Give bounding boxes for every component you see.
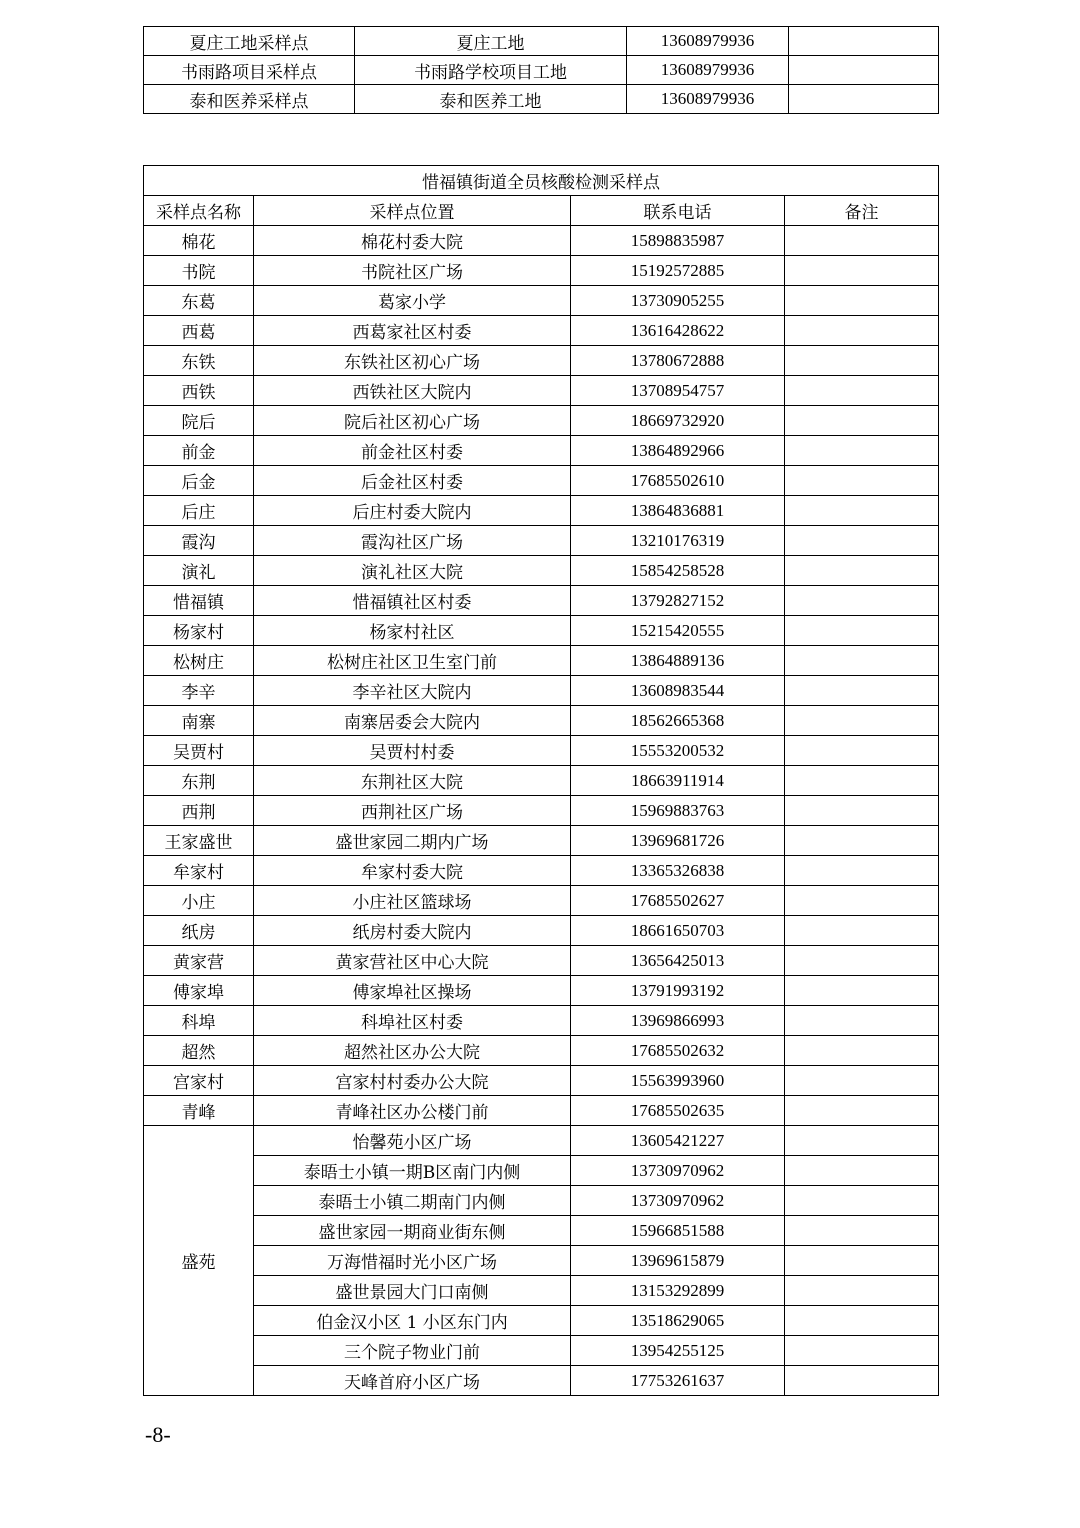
table-row <box>144 616 939 646</box>
phone-cell: 18661650703 <box>571 916 785 946</box>
table-row <box>144 226 939 256</box>
site-name-cell: 牟家村 <box>144 856 254 886</box>
note-cell <box>785 526 939 556</box>
table-row <box>144 1156 939 1186</box>
phone-cell: 13969866993 <box>571 1006 785 1036</box>
phone-cell: 13153292899 <box>571 1276 785 1306</box>
phone-cell: 13730970962 <box>571 1156 785 1186</box>
group-name-cell: 盛苑 <box>144 1126 254 1396</box>
site-name-cell: 南寨 <box>144 706 254 736</box>
table-row <box>144 496 939 526</box>
phone-cell: 13954255125 <box>571 1336 785 1366</box>
table-row <box>144 1066 939 1096</box>
table-row <box>144 85 939 114</box>
top-sampling-table <box>143 26 939 114</box>
note-cell <box>785 346 939 376</box>
note-cell <box>785 1306 939 1336</box>
site-location-cell: 宫家村村委办公大院 <box>254 1066 571 1096</box>
note-cell <box>785 1096 939 1126</box>
phone-cell: 13780672888 <box>571 346 785 376</box>
table-row <box>144 526 939 556</box>
table-row <box>144 346 939 376</box>
phone-cell: 15898835987 <box>571 226 785 256</box>
note-cell <box>785 766 939 796</box>
site-location-cell: 霞沟社区广场 <box>254 526 571 556</box>
phone-cell: 15553200532 <box>571 736 785 766</box>
note-cell <box>785 676 939 706</box>
note-cell <box>785 1066 939 1096</box>
note-cell <box>785 616 939 646</box>
note-cell <box>785 466 939 496</box>
table-row <box>144 406 939 436</box>
site-name-cell: 惜福镇 <box>144 586 254 616</box>
table-row <box>144 1126 939 1156</box>
note-cell <box>785 886 939 916</box>
phone-cell: 13210176319 <box>571 526 785 556</box>
note-cell <box>785 706 939 736</box>
phone-cell: 15563993960 <box>571 1066 785 1096</box>
phone-cell: 18663911914 <box>571 766 785 796</box>
site-name-cell: 纸房 <box>144 916 254 946</box>
phone-cell: 13864836881 <box>571 496 785 526</box>
site-location-cell: 牟家村委大院 <box>254 856 571 886</box>
site-name-cell: 书雨路项目采样点 <box>144 56 355 85</box>
site-location-cell: 怡馨苑小区广场 <box>254 1126 571 1156</box>
table-row <box>144 256 939 286</box>
site-name-cell: 王家盛世 <box>144 826 254 856</box>
note-cell <box>785 1276 939 1306</box>
site-location-cell: 泰晤士小镇一期B区南门内侧 <box>254 1156 571 1186</box>
phone-cell: 17685502632 <box>571 1036 785 1066</box>
table-row <box>144 736 939 766</box>
site-location-cell: 纸房村委大院内 <box>254 916 571 946</box>
site-name-cell: 吴贾村 <box>144 736 254 766</box>
site-name-cell: 超然 <box>144 1036 254 1066</box>
site-location-cell: 泰晤士小镇二期南门内侧 <box>254 1186 571 1216</box>
phone-cell: 13608979936 <box>627 27 789 56</box>
table-row <box>144 436 939 466</box>
phone-cell: 15969883763 <box>571 796 785 826</box>
header-phone: 联系电话 <box>571 196 785 226</box>
site-location-cell: 伯金汉小区 1 小区东门内 <box>254 1306 571 1336</box>
note-cell <box>785 1186 939 1216</box>
site-name-cell: 青峰 <box>144 1096 254 1126</box>
note-cell <box>785 256 939 286</box>
note-cell <box>785 1156 939 1186</box>
note-cell <box>785 736 939 766</box>
phone-cell: 15854258528 <box>571 556 785 586</box>
site-name-cell: 院后 <box>144 406 254 436</box>
site-location-cell: 后庄村委大院内 <box>254 496 571 526</box>
site-name-cell: 书院 <box>144 256 254 286</box>
page-number: -8- <box>145 1422 171 1447</box>
note-cell <box>785 826 939 856</box>
site-location-cell: 超然社区办公大院 <box>254 1036 571 1066</box>
site-location-cell: 科埠社区村委 <box>254 1006 571 1036</box>
note-cell <box>785 1336 939 1366</box>
phone-cell: 15215420555 <box>571 616 785 646</box>
site-name-cell: 傅家埠 <box>144 976 254 1006</box>
phone-cell: 18669732920 <box>571 406 785 436</box>
table-row <box>144 1186 939 1216</box>
phone-cell: 17685502627 <box>571 886 785 916</box>
table-row <box>144 1366 939 1396</box>
site-location-cell: 西葛家社区村委 <box>254 316 571 346</box>
site-location-cell: 吴贾村村委 <box>254 736 571 766</box>
table-row <box>144 1006 939 1036</box>
table-row <box>144 826 939 856</box>
site-name-cell: 演礼 <box>144 556 254 586</box>
table-title-row <box>144 166 939 196</box>
site-name-cell: 前金 <box>144 436 254 466</box>
phone-cell: 13791993192 <box>571 976 785 1006</box>
site-location-cell: 夏庄工地 <box>355 27 627 56</box>
site-location-cell: 傅家埠社区操场 <box>254 976 571 1006</box>
site-location-cell: 南寨居委会大院内 <box>254 706 571 736</box>
table-row <box>144 886 939 916</box>
note-cell <box>785 406 939 436</box>
table-row <box>144 796 939 826</box>
phone-cell: 13969681726 <box>571 826 785 856</box>
site-location-cell: 杨家村社区 <box>254 616 571 646</box>
phone-cell: 13864889136 <box>571 646 785 676</box>
table-row <box>144 766 939 796</box>
table-row <box>144 856 939 886</box>
site-location-cell: 东铁社区初心广场 <box>254 346 571 376</box>
note-cell <box>785 376 939 406</box>
site-name-cell: 西铁 <box>144 376 254 406</box>
site-name-cell: 后庄 <box>144 496 254 526</box>
site-location-cell: 万海惜福时光小区广场 <box>254 1246 571 1276</box>
phone-cell: 13730905255 <box>571 286 785 316</box>
phone-cell: 13365326838 <box>571 856 785 886</box>
note-cell <box>785 1126 939 1156</box>
header-note: 备注 <box>785 196 939 226</box>
phone-cell: 13608979936 <box>627 56 789 85</box>
phone-cell: 13792827152 <box>571 586 785 616</box>
table-row <box>144 1216 939 1246</box>
note-cell <box>789 27 939 56</box>
site-location-cell: 前金社区村委 <box>254 436 571 466</box>
table-row <box>144 286 939 316</box>
table-row <box>144 316 939 346</box>
phone-cell: 17685502610 <box>571 466 785 496</box>
site-location-cell: 书雨路学校项目工地 <box>355 56 627 85</box>
site-name-cell: 李辛 <box>144 676 254 706</box>
phone-cell: 13608983544 <box>571 676 785 706</box>
phone-cell: 13518629065 <box>571 1306 785 1336</box>
phone-cell: 17685502635 <box>571 1096 785 1126</box>
phone-cell: 15966851588 <box>571 1216 785 1246</box>
site-name-cell: 西葛 <box>144 316 254 346</box>
site-name-cell: 东铁 <box>144 346 254 376</box>
site-location-cell: 西铁社区大院内 <box>254 376 571 406</box>
site-location-cell: 小庄社区篮球场 <box>254 886 571 916</box>
note-cell <box>785 916 939 946</box>
site-location-cell: 黄家营社区中心大院 <box>254 946 571 976</box>
note-cell <box>785 316 939 346</box>
site-name-cell: 后金 <box>144 466 254 496</box>
note-cell <box>785 946 939 976</box>
site-name-cell: 松树庄 <box>144 646 254 676</box>
note-cell <box>785 1366 939 1396</box>
site-name-cell: 棉花 <box>144 226 254 256</box>
site-location-cell: 盛世景园大门口南侧 <box>254 1276 571 1306</box>
phone-cell: 13708954757 <box>571 376 785 406</box>
site-location-cell: 泰和医养工地 <box>355 85 627 114</box>
phone-cell: 13969615879 <box>571 1246 785 1276</box>
table-row <box>144 976 939 1006</box>
note-cell <box>785 496 939 526</box>
table-row <box>144 586 939 616</box>
site-location-cell: 天峰首府小区广场 <box>254 1366 571 1396</box>
table-row <box>144 1276 939 1306</box>
table-row <box>144 1336 939 1366</box>
site-location-cell: 书院社区广场 <box>254 256 571 286</box>
site-name-cell: 东葛 <box>144 286 254 316</box>
table-row <box>144 646 939 676</box>
site-location-cell: 李辛社区大院内 <box>254 676 571 706</box>
note-cell <box>789 85 939 114</box>
phone-cell: 15192572885 <box>571 256 785 286</box>
phone-cell: 18562665368 <box>571 706 785 736</box>
note-cell <box>785 1006 939 1036</box>
site-name-cell: 黄家营 <box>144 946 254 976</box>
site-location-cell: 盛世家园二期内广场 <box>254 826 571 856</box>
table-row <box>144 27 939 56</box>
site-location-cell: 三个院子物业门前 <box>254 1336 571 1366</box>
table-header-row <box>144 196 939 226</box>
header-location: 采样点位置 <box>254 196 571 226</box>
main-sampling-table <box>143 165 939 1396</box>
site-location-cell: 青峰社区办公楼门前 <box>254 1096 571 1126</box>
site-name-cell: 夏庄工地采样点 <box>144 27 355 56</box>
phone-cell: 13656425013 <box>571 946 785 976</box>
note-cell <box>785 556 939 586</box>
site-name-cell: 杨家村 <box>144 616 254 646</box>
site-name-cell: 西荆 <box>144 796 254 826</box>
note-cell <box>785 436 939 466</box>
site-name-cell: 东荆 <box>144 766 254 796</box>
phone-cell: 13864892966 <box>571 436 785 466</box>
table-row <box>144 1246 939 1276</box>
note-cell <box>785 856 939 886</box>
site-name-cell: 小庄 <box>144 886 254 916</box>
note-cell <box>785 796 939 826</box>
table-row <box>144 946 939 976</box>
site-location-cell: 演礼社区大院 <box>254 556 571 586</box>
table-row <box>144 56 939 85</box>
note-cell <box>785 646 939 676</box>
phone-cell: 13605421227 <box>571 1126 785 1156</box>
table-row <box>144 1306 939 1336</box>
site-location-cell: 葛家小学 <box>254 286 571 316</box>
phone-cell: 17753261637 <box>571 1366 785 1396</box>
phone-cell: 13608979936 <box>627 85 789 114</box>
site-location-cell: 松树庄社区卫生室门前 <box>254 646 571 676</box>
table-row <box>144 1096 939 1126</box>
note-cell <box>785 286 939 316</box>
site-name-cell: 宫家村 <box>144 1066 254 1096</box>
site-location-cell: 惜福镇社区村委 <box>254 586 571 616</box>
note-cell <box>785 1036 939 1066</box>
site-location-cell: 盛世家园一期商业街东侧 <box>254 1216 571 1246</box>
site-location-cell: 后金社区村委 <box>254 466 571 496</box>
note-cell <box>785 1246 939 1276</box>
note-cell <box>785 976 939 1006</box>
note-cell <box>785 586 939 616</box>
site-name-cell: 霞沟 <box>144 526 254 556</box>
site-location-cell: 西荆社区广场 <box>254 796 571 826</box>
site-location-cell: 院后社区初心广场 <box>254 406 571 436</box>
table-row <box>144 556 939 586</box>
phone-cell: 13616428622 <box>571 316 785 346</box>
note-cell <box>789 56 939 85</box>
site-location-cell: 棉花村委大院 <box>254 226 571 256</box>
note-cell <box>785 226 939 256</box>
table-row <box>144 376 939 406</box>
phone-cell: 13730970962 <box>571 1186 785 1216</box>
header-name: 采样点名称 <box>144 196 254 226</box>
table-row <box>144 676 939 706</box>
table-row <box>144 1036 939 1066</box>
site-location-cell: 东荆社区大院 <box>254 766 571 796</box>
table-row <box>144 466 939 496</box>
table-title: 惜福镇街道全员核酸检测采样点 <box>144 166 939 196</box>
note-cell <box>785 1216 939 1246</box>
table-row <box>144 706 939 736</box>
site-name-cell: 科埠 <box>144 1006 254 1036</box>
site-name-cell: 泰和医养采样点 <box>144 85 355 114</box>
table-row <box>144 916 939 946</box>
